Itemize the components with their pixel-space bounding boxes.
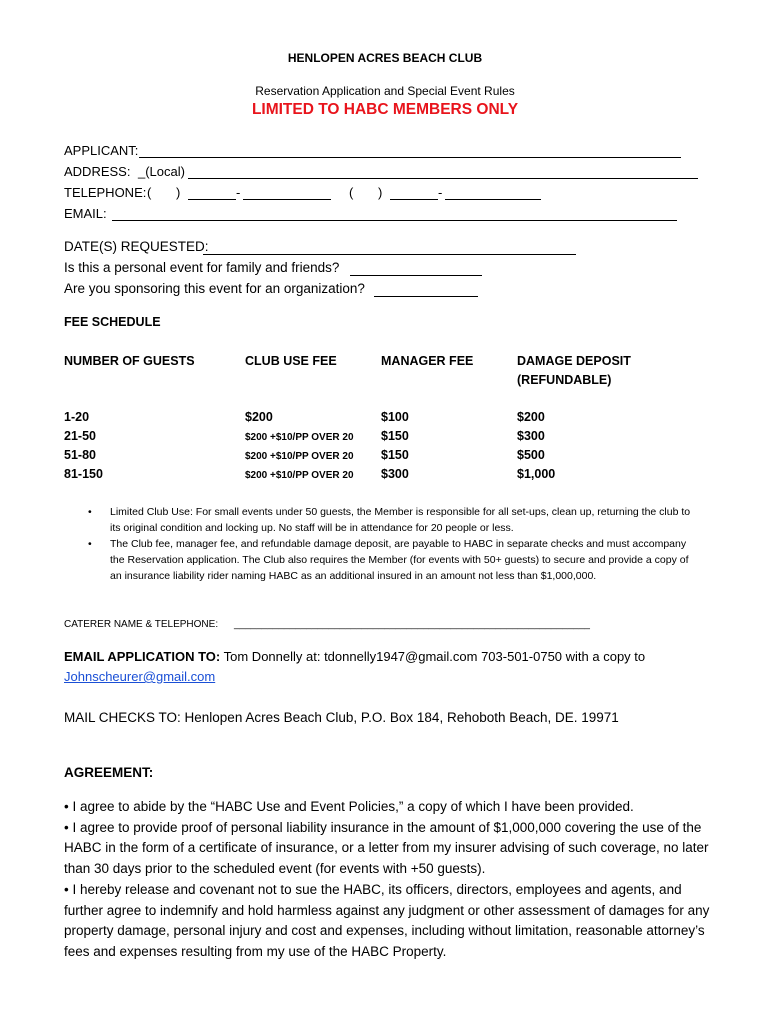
caterer-label: CATERER NAME & TELEPHONE: — [64, 619, 219, 630]
manager-fee-cell: $150 — [381, 448, 409, 462]
email-application-line — [64, 649, 645, 664]
phone2-close-paren: ) — [378, 185, 383, 200]
phone1-dash: - — [236, 185, 241, 200]
phone1-number-field[interactable] — [243, 199, 331, 200]
club-fee-cell: $200 +$10/PP OVER 20 — [245, 451, 354, 462]
list-item — [88, 536, 700, 584]
deposit-cell: $1,000 — [517, 467, 556, 481]
agreement-item: • I agree to abide by the “HABC Use and Event Policies,” a copy of which I have been provided. — [64, 799, 634, 814]
manager-fee-cell: $300 — [381, 467, 409, 481]
bullet-icon: • — [88, 506, 92, 518]
deposit-cell: $200 — [517, 410, 545, 424]
manager-fee-header: MANAGER FEE — [381, 354, 474, 368]
form-subtitle: Reservation Application and Special Event Rules — [255, 84, 515, 98]
email-application-label: EMAIL APPLICATION TO: — [64, 649, 221, 664]
fee-schedule-title: FEE SCHEDULE — [64, 315, 161, 329]
applicant-label: APPLICANT: — [64, 143, 139, 158]
club-fee-cell: $200 — [245, 410, 273, 424]
personal-event-field[interactable] — [350, 275, 482, 276]
guests-cell: 21-50 — [64, 429, 96, 443]
rules-list — [88, 504, 700, 584]
bullet-icon: • — [88, 538, 92, 550]
address-local-value: _(Local) — [138, 164, 185, 179]
rule-text: The Club fee, manager fee, and refundable damage deposit, are payable to HABC in separate checks and must accompany the Reservation application. The Club also requires the Member (for events with 50+ guests) to secure and provide a copy of an insurance liability rider naming HABC as an additional insured in an amount not less than $1,000,000. — [110, 538, 689, 582]
club-name: HENLOPEN ACRES BEACH CLUB — [287, 51, 483, 65]
guests-header: NUMBER OF GUESTS — [64, 354, 195, 368]
agreement-item: • I agree to provide proof of personal liability insurance in the amount of $1,000,000 covering the use of the HABC in the form of a certificate of insurance, or a letter from my insurer advising of such coverage, no later than 30 days prior to the scheduled event (for events with +50 guests). — [64, 819, 709, 877]
guests-cell: 81-150 — [64, 467, 103, 481]
email-label: EMAIL: — [64, 206, 107, 221]
dates-requested-field[interactable] — [203, 254, 576, 255]
phone2-open-paren: ( — [349, 185, 354, 200]
phone2-prefix-field[interactable] — [390, 199, 438, 200]
email-field[interactable] — [112, 220, 677, 221]
rule-text: Limited Club Use: For small events under 50 guests, the Member is responsible for all set-ups, clean up, returning the club to its original condition and locking up. No staff will be in attendance for 20 people or less. — [110, 506, 691, 534]
agreement-list — [64, 797, 710, 963]
mail-checks-text: MAIL CHECKS TO: Henlopen Acres Beach Club, P.O. Box 184, Rehoboth Beach, DE. 19971 — [64, 710, 619, 725]
email-application-text: Tom Donnelly at: tdonnelly1947@gmail.com 703-501-0750 with a copy to — [223, 649, 646, 664]
applicant-field[interactable] — [139, 157, 681, 158]
guests-cell: 51-80 — [64, 448, 96, 462]
address-label: ADDRESS: — [64, 164, 131, 179]
manager-fee-cell: $100 — [381, 410, 409, 424]
address-field[interactable] — [188, 178, 698, 179]
agreement-title: AGREEMENT: — [64, 765, 154, 780]
copy-email-link-row — [64, 669, 215, 684]
dates-requested-label: DATE(S) REQUESTED: — [64, 239, 209, 254]
club-fee-cell: $200 +$10/PP OVER 20 — [245, 470, 354, 481]
deposit-cell: $500 — [517, 448, 545, 462]
agreement-item: • I hereby release and covenant not to sue the HABC, its officers, directors, employees and agents, and further agree to indemnify and hold harmless against any judgment or other assessment of damages for any property damage, personal injury and cost and expenses, including without limitation, reasonable attorney’s fees and expenses resulting from my use of the HABC Property. — [64, 881, 710, 959]
phone2-dash: - — [438, 185, 443, 200]
guests-cell: 1-20 — [64, 410, 90, 424]
deposit-cell: $300 — [517, 429, 545, 443]
deposit-header: DAMAGE DEPOSIT — [517, 354, 631, 368]
copy-email-link[interactable]: Johnscheurer@gmail.com — [64, 669, 216, 684]
caterer-field[interactable]: ________________________________________________________________ — [234, 619, 590, 630]
manager-fee-cell: $150 — [381, 429, 409, 443]
club-fee-cell: $200 +$10/PP OVER 20 — [245, 432, 354, 443]
phone1-close-paren: ) — [176, 185, 181, 200]
personal-event-question: Is this a personal event for family and friends? — [64, 260, 340, 275]
telephone-label: TELEPHONE: — [64, 185, 147, 200]
sponsoring-question: Are you sponsoring this event for an organization? — [64, 281, 365, 296]
phone2-number-field[interactable] — [445, 199, 541, 200]
phone1-open-paren: ( — [147, 185, 152, 200]
sponsoring-field[interactable] — [374, 296, 478, 297]
club-fee-header: CLUB USE FEE — [245, 354, 337, 368]
phone1-prefix-field[interactable] — [188, 199, 236, 200]
deposit-subheader: (REFUNDABLE) — [517, 373, 612, 387]
members-only-notice: LIMITED TO HABC MEMBERS ONLY — [251, 101, 519, 118]
list-item — [88, 504, 700, 536]
